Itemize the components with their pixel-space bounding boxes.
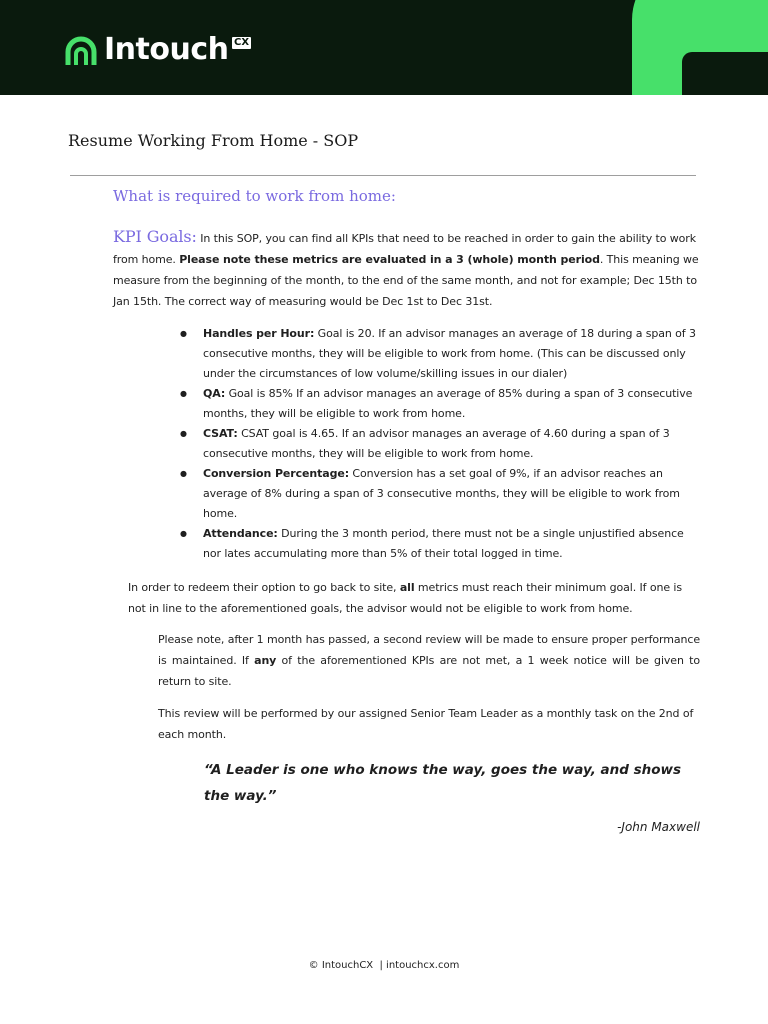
redeem-paragraph <box>128 577 700 619</box>
bullet-label: Attendance: <box>203 527 278 540</box>
header-decoration-cutout <box>682 52 768 95</box>
note-text-2: of the aforementioned KPIs are not met, a 1 week notice will be given to return to site. <box>158 654 700 688</box>
section-heading: What is required to work from home: <box>113 187 396 205</box>
bullet-text: Goal is 85% If an advisor manages an average of 85% during a span of 3 consecutive months, they will be eligible to work from home. <box>203 387 693 420</box>
note-text-1: Please note, after 1 month has passed, a second review will be made to ensure proper performance is maintained. If <box>158 633 700 667</box>
bullet-text: Conversion has a set goal of 9%, if an advisor reaches an average of 8% during a span of 3 consecutive months, they will be eligible to work from home. <box>203 467 680 520</box>
kpi-bold-note: Please note these metrics are evaluated in a 3 (whole) month period <box>179 253 600 266</box>
kpi-text-1: In this SOP, you can find all KPIs that need to be reached in order to gain the ability to work from home. <box>113 232 696 266</box>
list-item <box>176 384 700 424</box>
review-paragraph: This review will be performed by our assigned Senior Team Leader as a monthly task on the 2nd of each month. <box>158 707 694 741</box>
brand-name: Intouch <box>104 32 229 67</box>
redeem-text-1: In order to redeem their option to go back to site, <box>128 581 400 594</box>
page-header <box>0 0 768 95</box>
redeem-text-2: metrics must reach their minimum goal. If one is not in line to the aforementioned goals, the advisor would not be eligible to work from home. <box>128 581 683 615</box>
kpi-goals-paragraph <box>113 226 703 312</box>
page-footer: © IntouchCX | intouchcx.com <box>308 960 460 971</box>
document-title: Resume Working From Home - SOP <box>68 131 359 150</box>
redeem-bold: all <box>399 581 415 594</box>
bullet-label: Handles per Hour: <box>203 327 315 340</box>
intouch-logo-icon <box>64 35 98 65</box>
list-item <box>176 524 700 564</box>
bullet-label: Conversion Percentage: <box>203 467 350 480</box>
bullet-label: CSAT: <box>203 427 238 440</box>
list-item <box>176 324 700 384</box>
leadership-quote: “A Leader is one who knows the way, goes the way, and shows the way.” <box>204 762 682 804</box>
kpi-bullet-list <box>176 324 700 564</box>
list-item <box>176 464 700 524</box>
bullet-text: CSAT goal is 4.65. If an advisor manages an average of 4.60 during a span of 3 consecutive months, they will be eligible to work from home. <box>203 427 670 460</box>
kpi-goals-label: KPI Goals: <box>113 227 197 246</box>
bullet-text: During the 3 month period, there must not be a single unjustified absence nor lates accumulating more than 5% of their total logged in time. <box>203 527 684 560</box>
kpi-text-2: . This meaning we measure from the beginning of the month, to the end of the same month, and not for example; Dec 15th to Jan 15th. The correct way of measuring would be Dec 1st to Dec 31st. <box>113 253 699 308</box>
quote-author: -John Maxwell <box>617 820 700 834</box>
note-bold: any <box>254 654 277 667</box>
list-item <box>176 424 700 464</box>
bullet-text: Goal is 20. If an advisor manages an average of 18 during a span of 3 consecutive months, they will be eligible to work from home. (This can be discussed only under the circumstances of low volume/skilling issues in our dialer) <box>203 327 696 380</box>
note-paragraph <box>158 629 700 692</box>
title-divider <box>70 175 696 176</box>
brand-suffix: CX <box>234 37 250 48</box>
bullet-label: QA: <box>203 387 226 400</box>
